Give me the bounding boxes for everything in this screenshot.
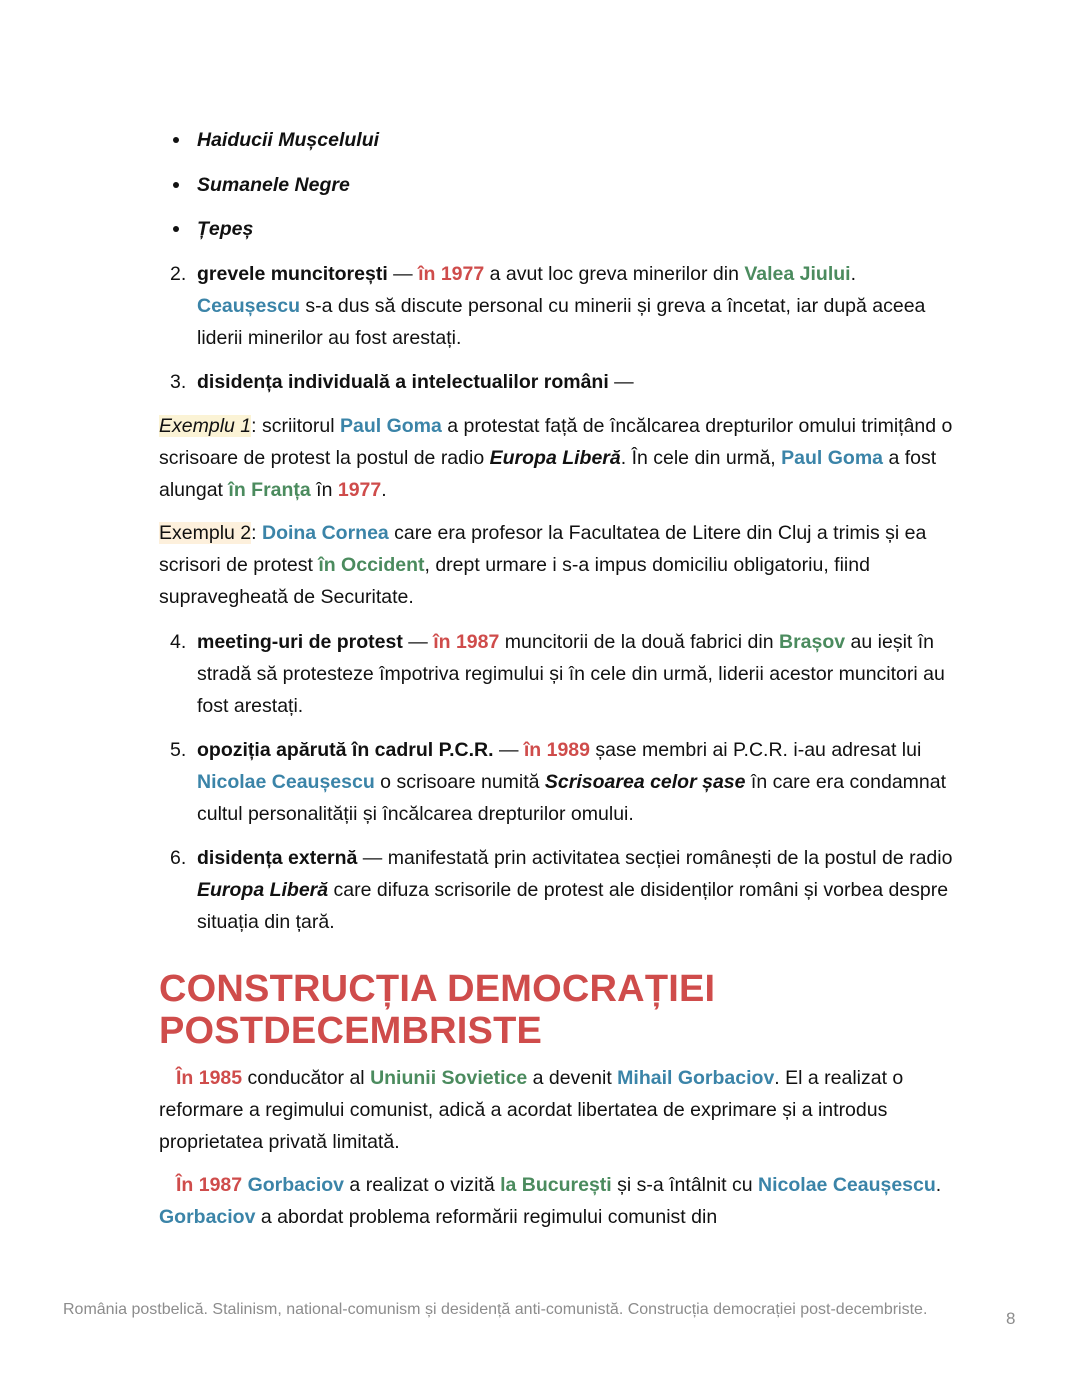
place: în Franța — [228, 478, 311, 501]
item-number: 5. — [170, 738, 187, 761]
list-item: Haiducii Mușcelului — [159, 124, 959, 156]
person: Gorbaciov — [159, 1205, 256, 1228]
item-number: 2. — [170, 262, 187, 285]
item-number: 4. — [170, 630, 187, 653]
page-footer: România postbelică. Stalinism, national-comunism și desidență anti-comunistă. Construcția democrației post-decembriste. — [63, 1301, 928, 1318]
person: Mihail Gorbaciov — [617, 1066, 775, 1089]
date: în 1977 — [418, 262, 485, 285]
item-title: opoziția apărută în cadrul P.C.R. — [197, 738, 494, 761]
resistance-groups-list — [159, 124, 959, 245]
document-body — [159, 124, 959, 1244]
list-item: Țepeș — [159, 213, 959, 245]
numbered-item-4: 4. meeting-uri de protest — în 1987 muncitorii de la două fabrici din Brașov au ieșit în stradă să protesteze împotriva regimului și în cele din urmă, liderii acestor muncitori au fost arestați. — [159, 626, 959, 722]
date: 1977 — [337, 478, 382, 501]
date: în 1989 — [523, 738, 591, 761]
person: Doina Cornea — [261, 521, 389, 544]
example-label: Exemplu 2 — [159, 521, 252, 544]
radio-name: Europa Liberă — [197, 878, 329, 901]
person: Nicolae Ceaușescu — [758, 1173, 936, 1196]
gorbaciov-1985-paragraph: În 1985 conducător al Uniunii Sovietice a devenit Mihail Gorbaciov. El a realizat o reformare a regimului comunist, adică a acordat libertatea de exprimare și a introdus proprietatea privată limitată. — [159, 1066, 904, 1153]
item-title: disidența individuală a intelectualilor români — [197, 370, 609, 393]
numbered-item-3: 3. disidența individuală a intelectualilor români — — [159, 366, 959, 398]
person: Gorbaciov — [247, 1173, 345, 1196]
place: în Occident — [318, 553, 425, 576]
place: la București — [500, 1173, 612, 1196]
date: În 1987 — [176, 1173, 243, 1196]
example-1-paragraph: Exemplu 1: scriitorul Paul Goma a protestat față de încălcarea drepturilor omului trimițând o scrisoare de protest la postul de radio Europa Liberă. În cele din urmă, Paul Goma a fost alungat în Franța în 1977. — [159, 414, 953, 501]
page-number: 8 — [1006, 1309, 1016, 1328]
place: Brașov — [779, 630, 846, 653]
place: Uniunii Sovietice — [370, 1066, 528, 1089]
gorbaciov-1987-paragraph: În 1987 Gorbaciov a realizat o vizită la București și s-a întâlnit cu Nicolae Ceaușescu. Gorbaciov a abordat problema reformării regimului comunist din — [159, 1173, 942, 1228]
person: Nicolae Ceaușescu — [197, 770, 375, 793]
numbered-item-5: 5. opoziția apărută în cadrul P.C.R. — în 1989 șase membri ai P.C.R. i-au adresat lui Nicolae Ceaușescu o scrisoare numită Scrisoarea celor șase în care era condamnat cultul personalității și încălcarea drepturilor omului. — [159, 734, 959, 830]
bullet-icon — [173, 226, 179, 232]
list-item: Sumanele Negre — [159, 169, 959, 201]
item-title: grevele muncitorești — [197, 262, 388, 285]
date: În 1985 — [176, 1066, 243, 1089]
person: Ceaușescu — [197, 294, 300, 317]
item-number: 3. — [170, 370, 187, 393]
date: în 1987 — [433, 630, 500, 653]
item-number: 6. — [170, 846, 187, 869]
item-title: meeting-uri de protest — [197, 630, 403, 653]
place: Valea Jiului — [744, 262, 851, 285]
letter-name: Scrisoarea celor șase — [544, 770, 746, 793]
numbered-item-6: 6. disidența externă — manifestată prin activitatea secției românești de la postul de radio Europa Liberă care difuza scrisorile de protest ale disidenților români și vorbea despre situația din țară. — [159, 842, 959, 938]
example-label: Exemplu 1 — [159, 414, 252, 437]
example-2-paragraph: Exemplu 2: Doina Cornea care era profesor la Facultatea de Litere din Cluj a trimis și ea scrisori de protest în Occident, drept urmare i s-a impus domiciliu obligatoriu, fiind supravegheată de Securitate. — [159, 521, 927, 608]
section-heading: CONSTRUCȚIA DEMOCRAȚIEI POSTDECEMBRISTE — [159, 967, 716, 1052]
radio-name: Europa Liberă — [489, 446, 621, 469]
person: Paul Goma — [340, 414, 442, 437]
bullet-icon — [173, 182, 179, 188]
numbered-item-2: 2. grevele muncitorești — în 1977 a avut loc greva minerilor din Valea Jiului. Ceaușescu s-a dus să discute personal cu minerii și greva a încetat, iar după aceea liderii minerilor au fost arestați. — [159, 258, 959, 354]
item-title: disidența externă — [197, 846, 358, 869]
bullet-icon — [173, 137, 179, 143]
person: Paul Goma — [781, 446, 884, 469]
